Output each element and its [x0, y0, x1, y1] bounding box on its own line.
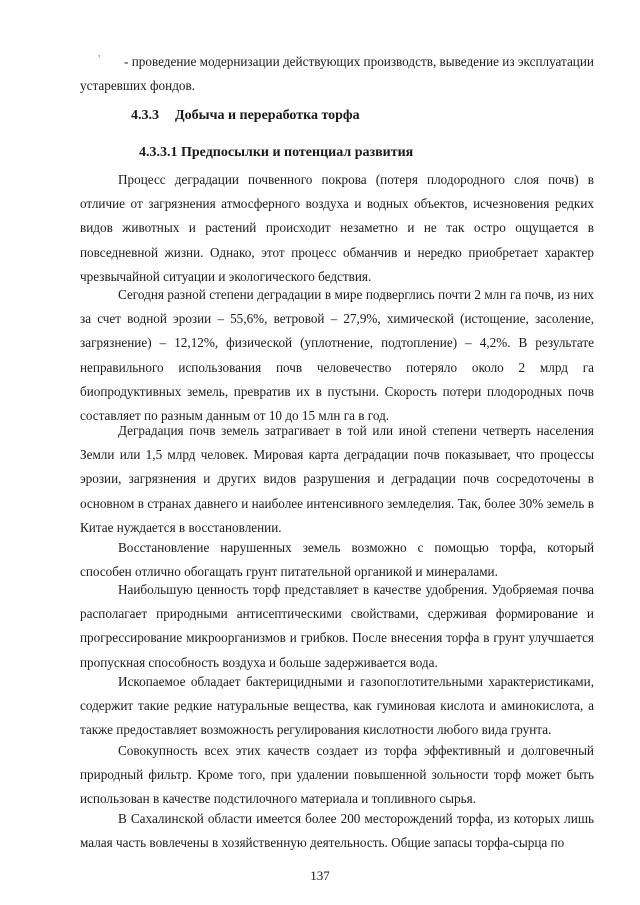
section-number: 4.3.3: [131, 108, 159, 123]
paragraph-8: В Сахалинской области имеется более 200 месторождений торфа, из которых лишь малая часть вовлечены в хозяйственную деятельность. Общие запасы торфа-сырца по: [80, 811, 594, 851]
section-heading: [131, 108, 360, 124]
page-number: 137: [310, 868, 330, 883]
paragraph-7: Совокупность всех этих качеств создает из торфа эффективный и долговечный природный фильтр. Кроме того, при удалении повышенной зольности торф может быть использован в качестве подстилочного материала и топливного сырья.: [80, 743, 594, 807]
top-paragraph: - проведение модернизации действующих производств, выведение из эксплуатации устаревших фондов.: [80, 54, 594, 94]
paragraph-5: Наибольшую ценность торф представляет в качестве удобрения. Удобряемая почва располагает природными антисептическими свойствами, сдерживая формирование и прогрессирование микроорганизмов и грибков. После внесения торфа в грунт улучшается пропускная способность воздуха и больше задерживается вода.: [80, 582, 594, 670]
paragraph-2: Сегодня разной степени деградации в мире подверглись почти 2 млн га почв, из них за счет водной эрозии – 55,6%, ветровой – 27,9%, химической (истощение, засоление, загрязнение) – 12,12%, физической (уплотнение, подтопление) – 4,2%. В результате неправильного использования почв человечество потеряло около 2 млрд га биопродуктивных земель, превратив их в пустыни. Скорость потери плодородных почв составляет по разным данным от 10 до 15 млн га в год.: [80, 287, 594, 424]
section-title: Добыча и переработка торфа: [175, 108, 360, 123]
paragraph-4: Восстановление нарушенных земель возможно с помощью торфа, который способен отлично обогащать грунт питательной органикой и минералами.: [80, 540, 594, 580]
paragraph-3: Деградация почв земель затрагивает в той или иной степени четверть населения Земли или 1,5 млрд человек. Мировая карта деградации почв показывает, что процессы эрозии, загрязнения и других видов разрушения и деградации почв сосредоточены в основном в странах давнего и наиболее интенсивного земледелия. Так, более 30% земель в Китае нуждается в восстановлении.: [80, 423, 594, 535]
paragraph-1: Процесс деградации почвенного покрова (потеря плодородного слоя почв) в отличие от загрязнения атмосферного воздуха и водных объектов, исчезновения редких видов животных и растений происходит незаметно и не так остро ощущается в повседневной жизни. Однако, этот процесс обманчив и нередко приобретает характер чрезвычайной ситуации и экологического бедствия.: [80, 172, 594, 284]
paragraph-6: Ископаемое обладает бактерицидными и газопоглотительными характеристиками, содержит такие редкие натуральные вещества, как гуминовая кислота и аминокислота, а также предоставляет возможность регулирования кислотности любого вида грунта.: [80, 674, 594, 738]
subsection-heading: 4.3.3.1 Предпосылки и потенциал развития: [139, 145, 414, 160]
scan-mark: ,: [98, 48, 101, 59]
